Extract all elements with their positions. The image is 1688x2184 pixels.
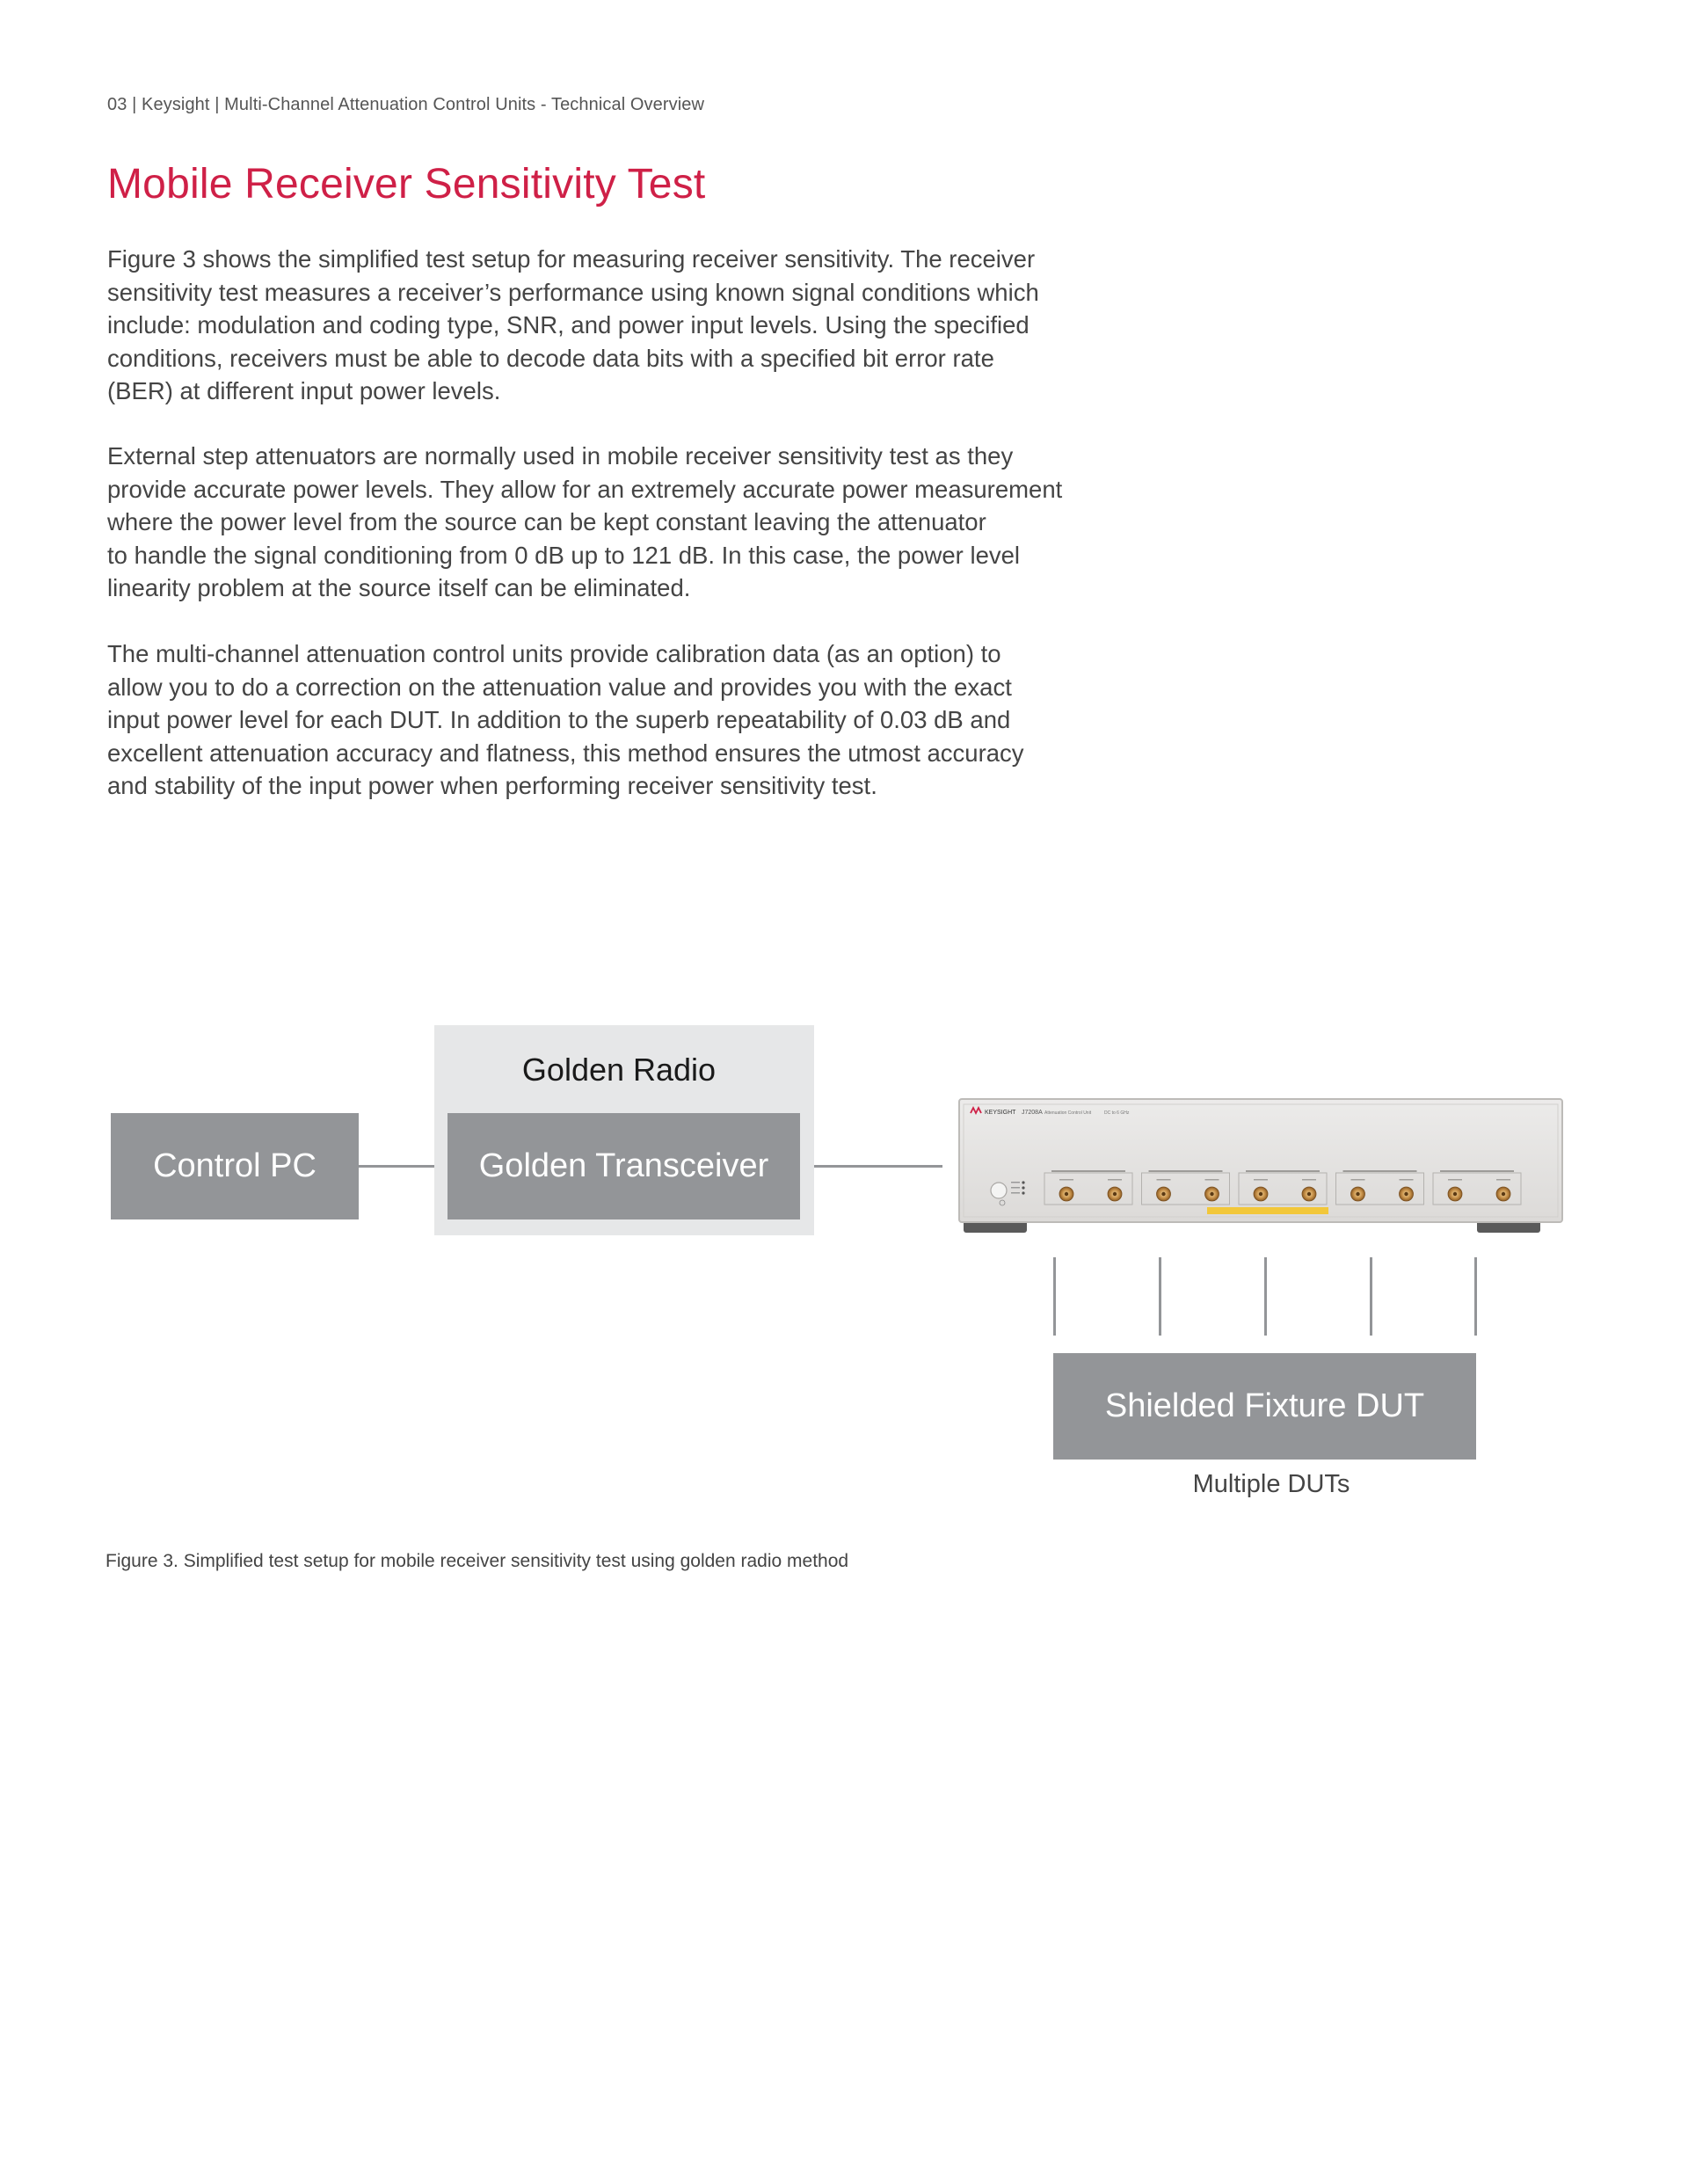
port-label-mark [1496, 1179, 1510, 1181]
page-header: 03 | Keysight | Multi-Channel Attenuation Control Units - Technical Overview [107, 95, 705, 114]
paragraph-1 [107, 243, 1110, 408]
paragraph-line: to handle the signal conditioning from 0 dB up to 121 dB. In this case, the power level [107, 541, 1021, 569]
power-button-icon [991, 1183, 1007, 1198]
port-label-mark [1059, 1179, 1073, 1181]
rf-connector-pin [1502, 1192, 1505, 1196]
rf-connector-pin [1161, 1192, 1165, 1196]
paragraph-line: linearity problem at the source itself can be eliminated. [107, 574, 691, 602]
paragraph-line: conditions, receivers must be able to decode data bits with a specified bit error rate [107, 344, 994, 372]
figure-caption: Figure 3. Simplified test setup for mobile receiver sensitivity test using golden radio method [106, 1551, 849, 1571]
rf-connector-pin [1113, 1192, 1117, 1196]
paragraph-line: excellent attenuation accuracy and flatness, this method ensures the utmost accuracy [107, 739, 1024, 767]
control-pc-box [111, 1113, 359, 1219]
connector-line-radio-instrument [814, 1165, 942, 1168]
channel-header-bar [1246, 1170, 1320, 1172]
port-label-mark [1351, 1179, 1365, 1181]
rf-connector-pin [1404, 1192, 1408, 1196]
port-label-mark [1108, 1179, 1122, 1181]
golden-transceiver-box [447, 1113, 800, 1219]
rf-connector-pin [1259, 1192, 1262, 1196]
shielded-fixture-dut-box [1053, 1353, 1476, 1460]
paragraph-2 [107, 440, 1110, 605]
paragraph-line: and stability of the input power when performing receiver sensitivity test. [107, 772, 877, 800]
paragraph-line: include: modulation and coding type, SNR, and power input levels. Using the specified [107, 311, 1030, 339]
paragraph-line: provide accurate power levels. They allow for an extremely accurate power measurement [107, 475, 1063, 503]
port-label-mark [1254, 1179, 1268, 1181]
connector-line-dut-5 [1474, 1257, 1477, 1336]
paragraph-line: (BER) at different input power levels. [107, 377, 501, 405]
instrument-description: Attenuation Control Unit [1044, 1110, 1092, 1116]
channel-header-bar [1440, 1170, 1514, 1172]
paragraph-line: sensitivity test measures a receiver’s performance using known signal conditions which [107, 278, 1039, 306]
port-label-mark [1205, 1179, 1219, 1181]
port-label-mark [1400, 1179, 1414, 1181]
golden-transceiver-label: Golden Transceiver [478, 1147, 769, 1184]
connector-line-dut-3 [1264, 1257, 1267, 1336]
port-label-mark [1448, 1179, 1462, 1181]
rf-connector-pin [1307, 1192, 1311, 1196]
connector-line-pc-transceiver [359, 1165, 434, 1168]
golden-radio-label: Golden Radio [521, 1052, 717, 1088]
paragraph-line: allow you to do a correction on the attenuation value and provides you with the exact [107, 673, 1012, 701]
channel-header-bar [1149, 1170, 1223, 1172]
warning-label-icon [1207, 1207, 1328, 1214]
section-title: Mobile Receiver Sensitivity Test [107, 161, 706, 207]
instrument-range: DC to 6 GHz [1104, 1110, 1130, 1116]
control-pc-label: Control PC [153, 1147, 316, 1184]
port-label-mark [1302, 1179, 1316, 1181]
instrument-model: J7208A [1022, 1110, 1043, 1116]
connector-line-dut-4 [1370, 1257, 1372, 1336]
connector-line-dut-2 [1159, 1257, 1161, 1336]
channel-header-bar [1051, 1170, 1125, 1172]
rf-connector-pin [1356, 1192, 1359, 1196]
paragraph-line: where the power level from the source can be kept constant leaving the attenuator [107, 508, 986, 536]
instrument-brand: KEYSIGHT [985, 1110, 1016, 1116]
paragraph-line: External step attenuators are normally used in mobile receiver sensitivity test as they [107, 442, 1014, 470]
rf-connector-pin [1210, 1192, 1213, 1196]
connector-line-dut-1 [1053, 1257, 1056, 1336]
shielded-fixture-dut-label: Shielded Fixture DUT [1104, 1387, 1425, 1424]
multiple-duts-label: Multiple DUTs [1192, 1470, 1350, 1498]
rf-connector-pin [1453, 1192, 1457, 1196]
instrument-front-panel [959, 1099, 1562, 1222]
port-label-mark [1157, 1179, 1171, 1181]
channel-header-bar [1343, 1170, 1417, 1172]
attenuation-control-unit-icon [958, 1097, 1565, 1238]
paragraph-line: input power level for each DUT. In addition to the superb repeatability of 0.03 dB and [107, 706, 1011, 734]
paragraph-line: Figure 3 shows the simplified test setup for measuring receiver sensitivity. The receiver [107, 245, 1036, 273]
paragraph-3 [107, 637, 1110, 803]
rf-connector-pin [1065, 1192, 1068, 1196]
paragraph-line: The multi-channel attenuation control units provide calibration data (as an option) to [107, 640, 1001, 667]
